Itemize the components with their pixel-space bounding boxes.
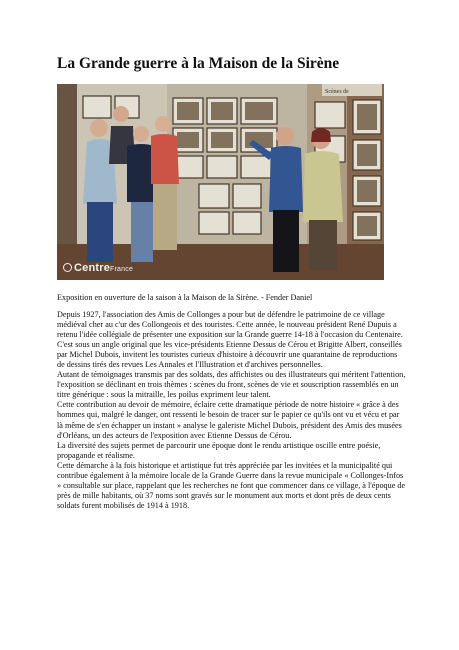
article-paragraph: Depuis 1927, l'association des Amis de Collonges a pour but de défendre le patrimoine de ce village médiéval cher au c'ur des Collongeois et des touristes. Cette année, le nouveau président René Dupuis a retenu l'idée collégiale de présenter une exposition sur la Grande guerre 14-18 à l'occasion du Centenaire. [57,310,403,340]
article-photo [57,84,384,280]
centre-france-watermark [63,262,133,276]
photo-sign-text: Scènes de [325,89,349,95]
photo-caption: Exposition en ouverture de la saison à la Maison de la Sirène. - Fender Daniel [57,293,313,302]
article-title: La Grande guerre à la Maison de la Sirène [57,55,340,72]
article-paragraph: Autant de témoignages transmis par des soldats, des affichistes ou des illustrateurs qui méritent l'attention, l'exposition se déclinant en trois thèmes : scènes du front, scènes de vie et souscription rassemblés en un titre générique : sous la mitraille, les poilus expriment leur talent. [57,370,406,400]
article-paragraph: Cette contribution au devoir de mémoire, éclaire cette dramatique période de notre histoire « grâce à des hommes qui, malgré le danger, ont ressenti le besoin de tracer sur le papier ce qu'ils ont vu et vécu et par là même de s'en échapper un instant » analyse le galeriste Michel Dubois, président des Amis des musées d'Orléans, un des acteurs de l'exposition avec Etienne Dessus de Cérou. [57,400,402,440]
article-body [57,310,407,511]
article-paragraph: Cette démarche à la fois historique et artistique fut très appréciée par les invitées et la municipalité qui contribue également à la mémoire locale de la Grande Guerre dans la revue municipale « Collonges-Infos » consultable sur place, rappelant que les recherches ne font que commencer dans ce village, à l'époque de près de mille habitants, où 37 noms sont gravés sur le monument aux morts et dont près de deux cents soldats furent mobilisés de 1914 à 1918. [57,460,406,510]
watermark-suffix: France [110,266,134,273]
watermark-logo-icon [63,263,72,272]
exhibition-photo-illustration [57,84,384,280]
article-paragraph: La diversité des sujets permet de parcourir une époque dont le rendu artistique oscille entre poésie, propagande et réalisme. [57,440,381,460]
watermark-text: Centre [74,262,111,274]
article-paragraph: C'est sous un angle original que les vice-présidents Etienne Dessus de Cérou et Brigitte Albert, conseillés par Michel Dubois, invitent les touristes curieux d'histoire à découvrir une quarantaine de reproductions de dessins tirés des revues Les Annales et l'Illustration et d'archives personnelles. [57,340,402,370]
